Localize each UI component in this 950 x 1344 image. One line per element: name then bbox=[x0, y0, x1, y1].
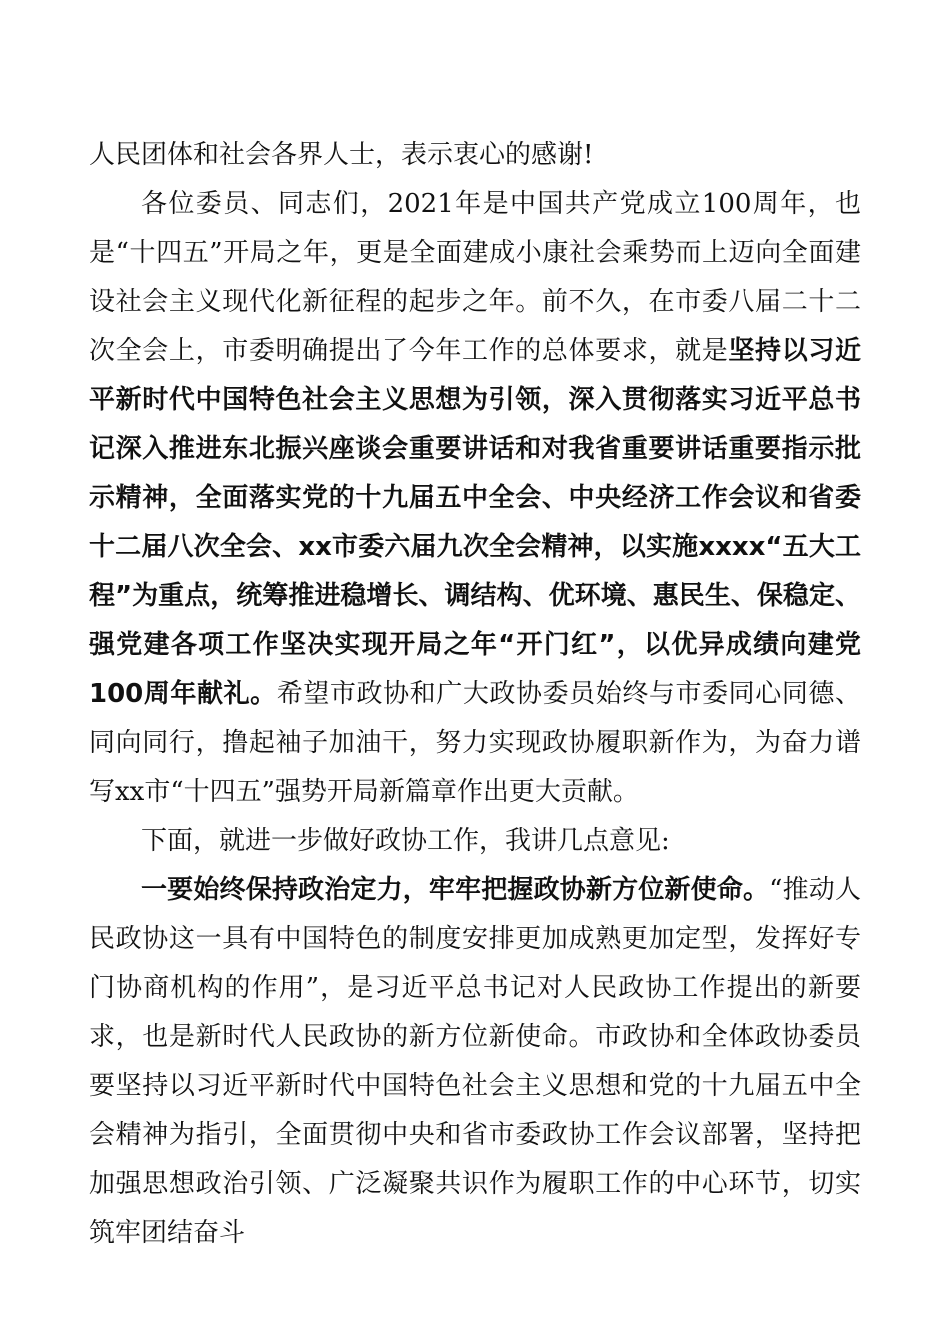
paragraph-3 bbox=[89, 817, 861, 866]
paragraph-2-tail: 希望市政协和广大政协委员始终与市委同心同德、同向同行，撸起袖子加油干，努力实现政协履职新作为，为奋力谱写xx市“十四五”强势开局新篇章作出更大贡献。 bbox=[89, 679, 861, 807]
document-body bbox=[89, 131, 861, 1258]
paragraph-3-text: 下面，就进一步做好政协工作，我讲几点意见: bbox=[141, 826, 670, 856]
paragraph-1 bbox=[89, 131, 861, 180]
paragraph-4 bbox=[89, 866, 861, 1258]
paragraph-2 bbox=[89, 180, 861, 817]
paragraph-4-heading: 一要始终保持政治定力，牢牢把握政协新方位新使命。 bbox=[141, 875, 770, 905]
paragraph-1-text: 人民团体和社会各界人士，表示衷心的感谢! bbox=[89, 140, 594, 170]
paragraph-2-lead: 各位委员、同志们，2021年是中国共产党成立100周年，也是“十四五”开局之年，更是全面建成小康社会乘势而上迈向全面建设社会主义现代化新征程的起步之年。前不久，在市委八届二十二次全会上，市委明确提出了今年工作的总体要求，就是 bbox=[89, 189, 861, 366]
paragraph-4-tail: “推动人民政协这一具有中国特色的制度安排更加成熟更加定型，发挥好专门协商机构的作用”，是习近平总书记对人民政协工作提出的新要求，也是新时代人民政协的新方位新使命。市政协和全体政协委员要坚持以习近平新时代中国特色社会主义思想和党的十九届五中全会精神为指引，全面贯彻中央和省市委政协工作会议部署，坚持把加强思想政治引领、广泛凝聚共识作为履职工作的中心环节，切实筑牢团结奋斗 bbox=[89, 875, 861, 1248]
paragraph-2-bold: 坚持以习近平新时代中国特色社会主义思想为引领，深入贯彻落实习近平总书记深入推进东北振兴座谈会重要讲话和对我省重要讲话重要指示批示精神，全面落实党的十九届五中全会、中央经济工作会议和省委十二届八次全会、xx市委六届九次全会精神，以实施xxxx“五大工程”为重点，统筹推进稳增长、调结构、优环境、惠民生、保稳定、强党建各项工作坚决实现开局之年“开门红”，以优异成绩向建党100周年献礼。 bbox=[89, 336, 861, 709]
